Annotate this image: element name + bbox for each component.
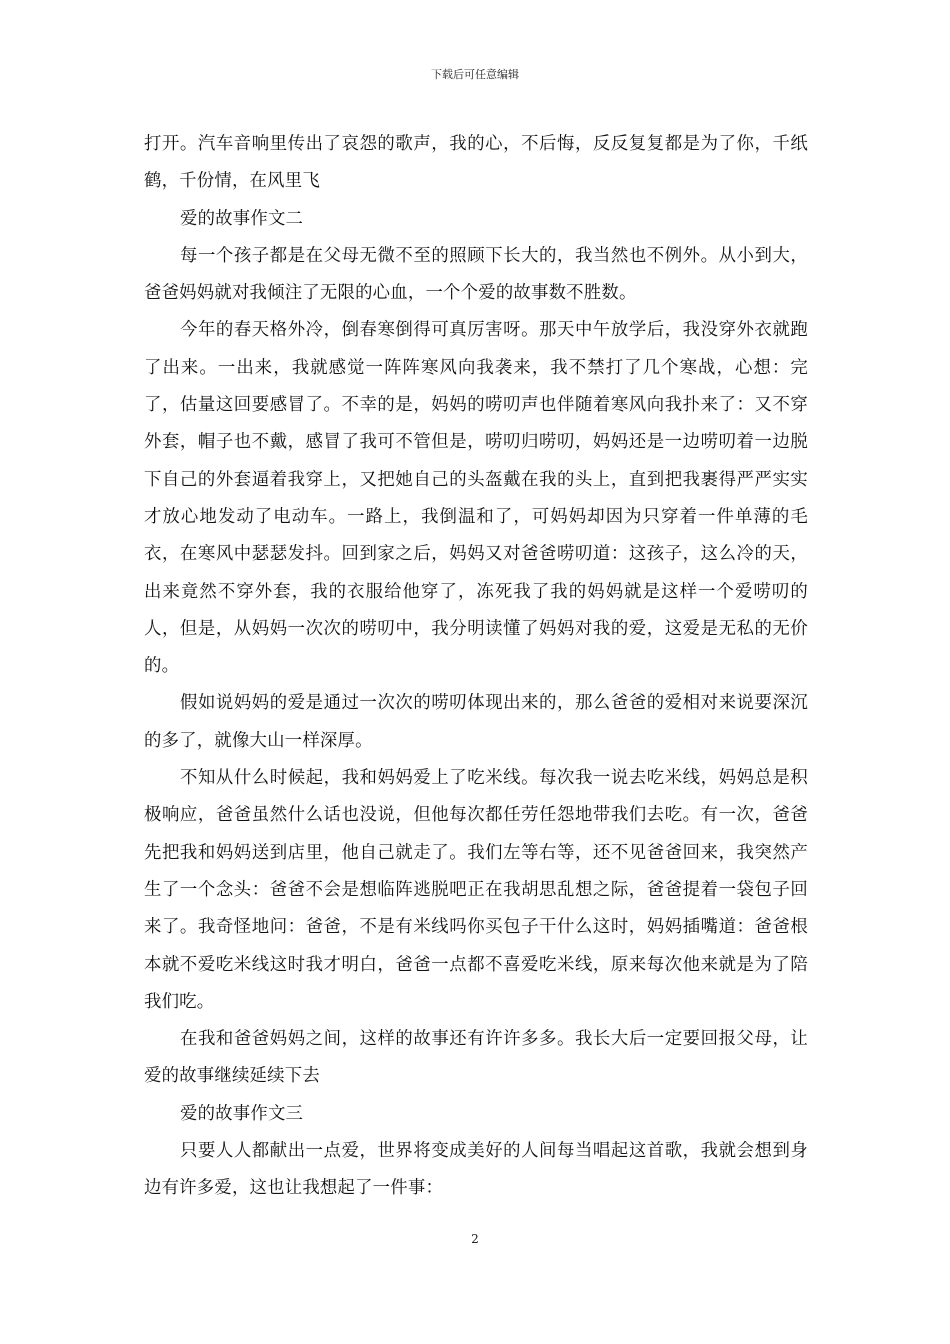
paragraph: 每一个孩子都是在父母无微不至的照顾下长大的，我当然也不例外。从小到大，爸爸妈妈就对我倾注了无限的心血，一个个爱的故事数不胜数。: [144, 245, 808, 304]
page-number: 2: [471, 1232, 479, 1246]
section-heading: 爱的故事作文二: [180, 208, 304, 229]
paragraph: 在我和爸爸妈妈之间，这样的故事还有许许多多。我长大后一定要回报父母，让爱的故事继续延续下去: [144, 1029, 808, 1087]
section-heading: 爱的故事作文三: [180, 1103, 304, 1124]
paragraph: 不知从什么时候起，我和妈妈爱上了吃米线。每次我一说去吃米线，妈妈总是积极响应，爸爸虽然什么话也没说，但他每次都任劳任怨地带我们去吃。有一次，爸爸先把我和妈妈送到店里，他自己就走了。我们左等右等，还不见爸爸回来，我突然产生了一个念头：爸爸不会是想临阵逃脱吧正在我胡思乱想之际，爸爸提着一袋包子回来了。我奇怪地问：爸爸，不是有米线吗你买包子干什么这时，妈妈插嘴道：爸爸根本就不爱吃米线这时我才明白，爸爸一点都不喜爱吃米线，原来每次他来就是为了陪我们吃。: [144, 768, 808, 1012]
paragraph: 今年的春天格外冷，倒春寒倒得可真厉害呀。那天中午放学后，我没穿外衣就跑了出来。一出来，我就感觉一阵阵寒风向我袭来，我不禁打了几个寒战，心想：完了，估量这回要感冒了。不幸的是，妈妈的唠叨声也伴随着寒风向我扑来了：又不穿外套，帽子也不戴，感冒了我可不管但是，唠叨归唠叨，妈妈还是一边唠叨着一边脱下自己的外套逼着我穿上，又把她自己的头盔戴在我的头上，直到把我裹得严严实实才放心地发动了电动车。一路上，我倒温和了，可妈妈却因为只穿着一件单薄的毛衣，在寒风中瑟瑟发抖。回到家之后，妈妈又对爸爸唠叨道：这孩子，这么冷的天，出来竟然不穿外套，我的衣服给他穿了，冻死我了我的妈妈就是这样一个爱唠叨的人，但是，从妈妈一次次的唠叨中，我分明读懂了妈妈对我的爱，这爱是无私的无价的。: [144, 320, 808, 677]
paragraph: 假如说妈妈的爱是通过一次次的唠叨体现出来的，那么爸爸的爱相对来说要深沉的多了，就像大山一样深厚。: [144, 693, 808, 751]
page-header: 下载后可任意编辑: [431, 68, 519, 81]
document-body: [144, 126, 808, 1208]
paragraph: 只要人人都献出一点爱，世界将变成美好的人间每当唱起这首歌，我就会想到身边有许多爱，这也让我想起了一件事：: [144, 1141, 808, 1199]
paragraph-continuation: 打开。汽车音响里传出了哀怨的歌声，我的心，不后悔，反反复复都是为了你，千纸鹤，千份情，在风里飞: [144, 134, 808, 192]
